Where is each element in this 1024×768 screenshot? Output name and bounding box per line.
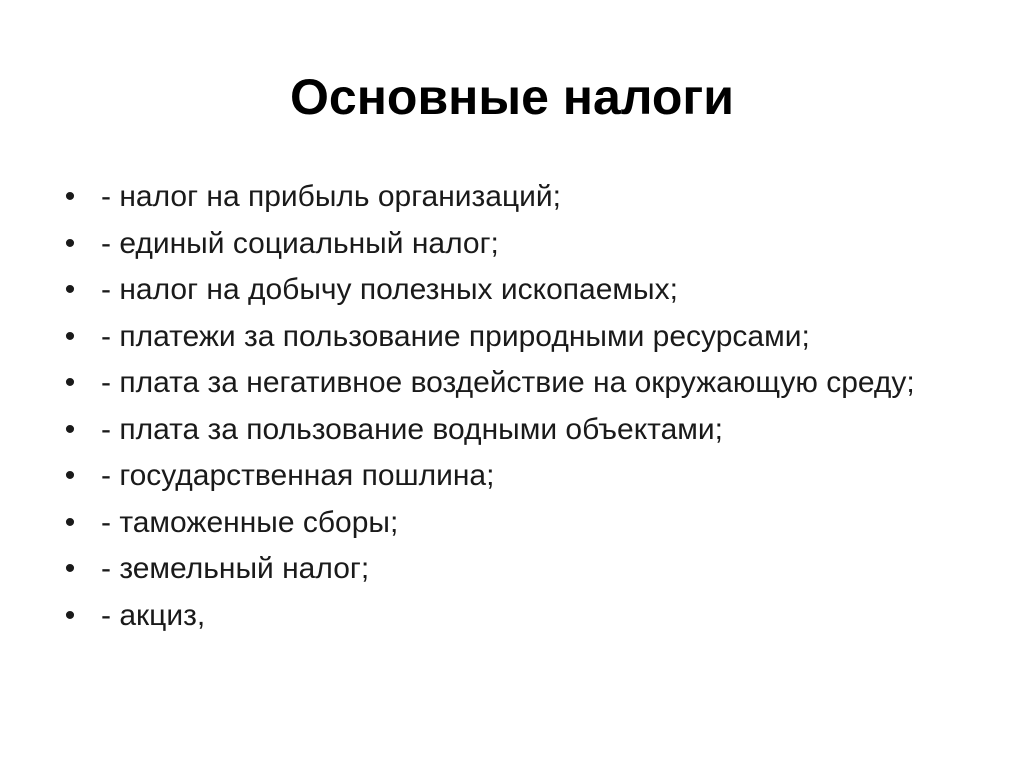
list-item xyxy=(60,550,960,587)
list-item-text: - государственная пошлина; xyxy=(101,459,495,492)
list-item-text: - акциз, xyxy=(101,598,206,632)
list-item xyxy=(60,178,960,215)
bullet-icon: • xyxy=(64,180,76,213)
list-item xyxy=(60,504,960,541)
bullet-icon: • xyxy=(64,552,76,585)
bullet-icon: • xyxy=(64,412,76,446)
bullet-icon: • xyxy=(64,505,76,539)
list-item xyxy=(60,364,960,401)
bullet-icon: • xyxy=(64,366,76,399)
list-item-text: - платежи за пользование природными ресурсами; xyxy=(101,319,810,353)
list-item-text: - единый социальный налог; xyxy=(101,226,499,260)
slide-title: Основные налоги xyxy=(290,69,734,125)
tax-list xyxy=(60,178,960,643)
list-item xyxy=(60,411,960,448)
list-item-text: - плата за негативное воздействие на окружающую среду; xyxy=(101,366,915,399)
list-item-text: - налог на добычу полезных ископаемых; xyxy=(101,273,678,306)
list-item xyxy=(60,457,960,494)
bullet-icon: • xyxy=(64,273,76,306)
list-item xyxy=(60,225,960,262)
list-item xyxy=(60,271,960,308)
bullet-icon: • xyxy=(64,598,76,632)
list-item-text: - земельный налог; xyxy=(101,552,370,585)
list-item xyxy=(60,318,960,355)
bullet-icon: • xyxy=(64,319,76,353)
list-item-text: - таможенные сборы; xyxy=(101,505,399,539)
list-item xyxy=(60,597,960,634)
list-item-text: - плата за пользование водными объектами; xyxy=(101,412,723,446)
list-item-text: - налог на прибыль организаций; xyxy=(101,180,562,213)
bullet-icon: • xyxy=(64,226,76,260)
bullet-icon: • xyxy=(64,459,76,492)
